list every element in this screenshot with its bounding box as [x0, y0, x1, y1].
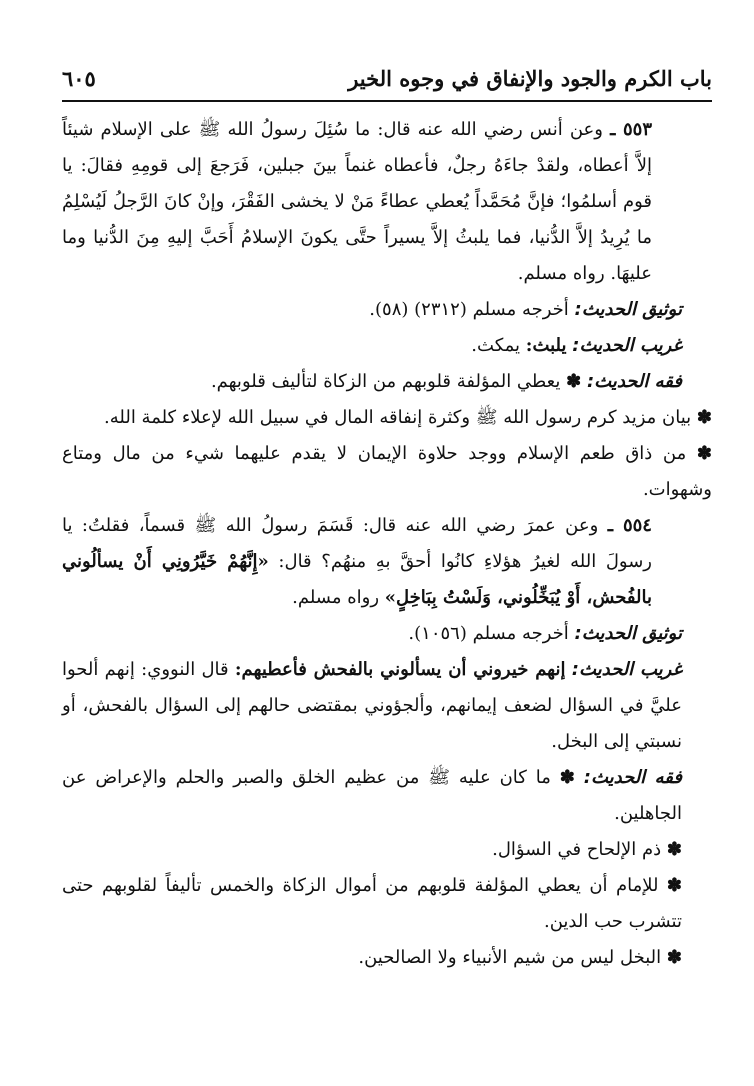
hadith-554-gharib	[62, 652, 712, 760]
hadith-553-number: ٥٥٣ ـ	[610, 119, 652, 140]
header-divider	[62, 100, 712, 102]
tawthiq-label: توثيق الحديث:	[574, 299, 682, 320]
gharib-phrase: إنهم خيروني أن يسألوني بالفحش فأعطيهم:	[234, 659, 566, 680]
bullet-icon: ✽	[566, 371, 582, 392]
fiqh-point: بيان مزيد كرم رسول الله ﷺ وكثرة إنفاقه المال في سبيل الله لإعلاء كلمة الله.	[104, 407, 692, 428]
hadith-554-fiqh-3	[62, 868, 712, 940]
hadith-554-fiqh-2	[62, 832, 712, 868]
hadith-553-text	[62, 112, 712, 292]
hadith-554-fiqh-1	[62, 760, 712, 832]
bullet-icon: ✽	[696, 407, 712, 428]
hadith-553-gharib	[62, 328, 712, 364]
fiqh-label: فقه الحديث:	[583, 767, 682, 788]
hadith-553-fiqh-1	[62, 364, 712, 400]
gharib-text: قال النووي: إنهم ألحوا عليَّ في السؤال لضعف إيمانهم، وألجؤوني بمقتضى حالهم إلى السؤال بالفحش، أو نسبتي إلى البخل.	[62, 659, 682, 752]
hadith-553-tawthiq	[62, 292, 712, 328]
hadith-553-body: وعن أنس رضي الله عنه قال: ما سُئِلَ رسولُ الله ﷺ على الإسلام شيئاً إلاَّ أعطاه، ولقدْ جاءَهُ رجلٌ، فأعطاه غنماً بينَ جبلين، فَرَجعَ إلى قومِهِ فقالَ: يا قوم أسلمُوا؛ فإنَّ مُحَمَّداً يُعطي عطاءً مَنْ لا يخشى الفَقْرَ، وإنْ كانَ الرَّجلُ لَيُسْلِمُ ما يُرِيدُ إلاَّ الدُّنيا، فما يلبثُ إلاَّ يسيراً حتَّى يكونَ الإسلامُ أَحَبَّ إليهِ مِنَ الدُّنيا وما عليهَا. رواه مسلم.	[62, 119, 652, 284]
bullet-icon: ✽	[666, 947, 682, 968]
bullet-icon: ✽	[696, 443, 712, 464]
tawthiq-text: أخرجه مسلم (١٠٥٦).	[408, 623, 569, 644]
bullet-icon: ✽	[666, 839, 682, 860]
page-body	[62, 112, 712, 1046]
gharib-word: يلبث:	[525, 335, 567, 356]
bullet-icon: ✽	[666, 875, 682, 896]
gharib-text: يمكث.	[471, 335, 521, 356]
hadith-554-number: ٥٥٤ ـ	[607, 515, 652, 536]
tawthiq-text: أخرجه مسلم (٢٣١٢) (٥٨).	[369, 299, 569, 320]
hadith-554-source: رواه مسلم.	[292, 587, 380, 608]
hadith-554-body: وعن عمرَ رضي الله عنه قال: قَسَمَ رسولُ الله ﷺ قسماً، فقلتُ: يا رسولَ الله لغيرُ هؤلاءِ كانُوا أحقَّ بهِ منهُم؟ قال:	[62, 515, 652, 572]
page-number: ٦٠٥	[62, 66, 96, 91]
chapter-title: باب الكرم والجود والإنفاق في وجوه الخير	[348, 66, 712, 91]
hadith-554-quote: «إِنَّهُمْ خَيَّرُونِي أَنْ يسألُوني بالفُحش، أَوْ يُبَخِّلُوني، وَلَسْتُ بِبَاخِلٍ»	[62, 551, 652, 608]
hadith-554-fiqh-4	[62, 940, 712, 976]
fiqh-point: البخل ليس من شيم الأنبياء ولا الصالحين.	[358, 947, 662, 968]
hadith-554-text	[62, 508, 712, 616]
gharib-label: غريب الحديث:	[571, 659, 683, 680]
hadith-553-fiqh-3	[62, 436, 712, 508]
fiqh-point: من ذاق طعم الإسلام ووجد حلاوة الإيمان لا يقدم عليهما شيء من مال ومتاع وشهوات.	[62, 443, 712, 500]
fiqh-point: ما كان عليه ﷺ من عظيم الخلق والصبر والحلم والإعراض عن الجاهلين.	[62, 767, 682, 824]
hadith-553-fiqh-2	[62, 400, 712, 436]
page-header	[62, 62, 712, 102]
fiqh-point: للإمام أن يعطي المؤلفة قلوبهم من أموال الزكاة والخمس تأليفاً لقلوبهم حتى تتشرب حب الدين.	[62, 875, 682, 932]
fiqh-label: فقه الحديث:	[586, 371, 682, 392]
hadith-554-tawthiq	[62, 616, 712, 652]
fiqh-point: ذم الإلحاح في السؤال.	[492, 839, 662, 860]
tawthiq-label: توثيق الحديث:	[574, 623, 682, 644]
gharib-label: غريب الحديث:	[572, 335, 682, 356]
bullet-icon: ✽	[559, 767, 575, 788]
fiqh-point: يعطي المؤلفة قلوبهم من الزكاة لتأليف قلوبهم.	[210, 371, 561, 392]
